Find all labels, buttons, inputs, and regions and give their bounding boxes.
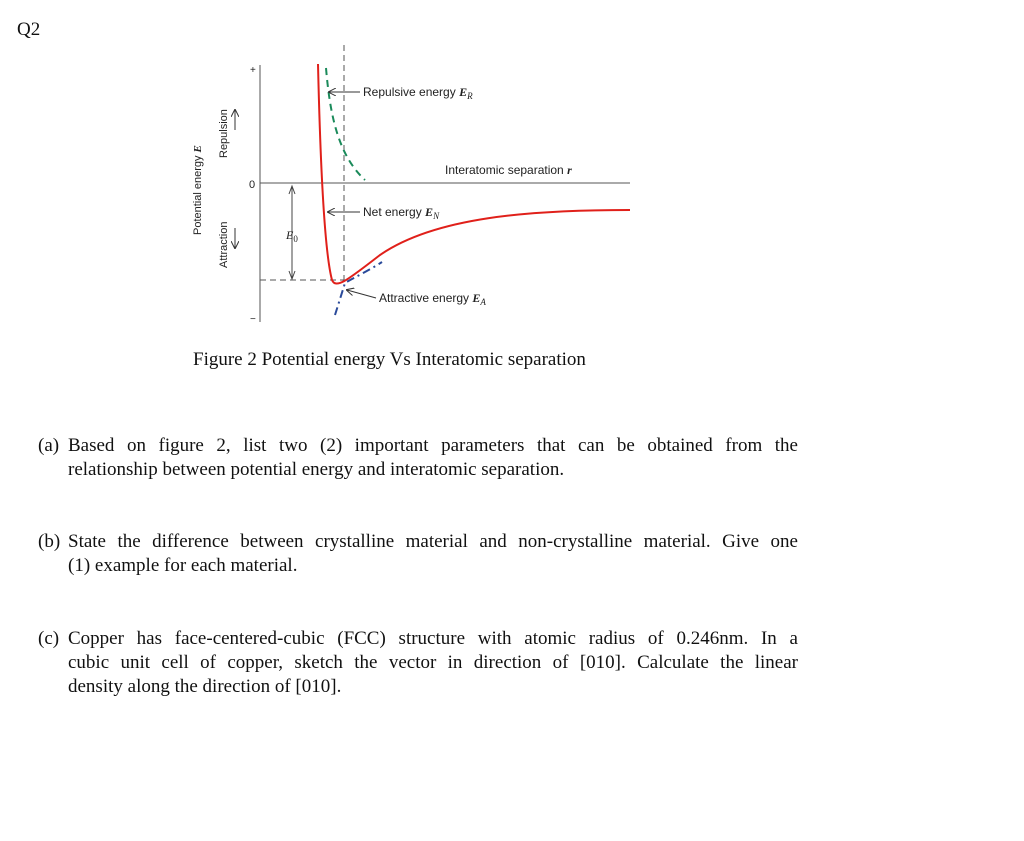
question-b-line2: (1) example for each material. — [68, 555, 298, 576]
question-c — [38, 627, 798, 699]
repulsive-energy-label: Repulsive energy $E_R$ — [363, 85, 473, 101]
question-c-mark: (c) — [38, 628, 60, 649]
zero-label: 0 — [249, 179, 256, 191]
question-a-line2: relationship between potential energy and interatomic separation. — [68, 459, 565, 480]
attractive-energy-label: Attractive energy $E_A$ — [379, 291, 486, 307]
question-a-line1: Based on figure 2, list two (2) important parameters that can be obtained from the — [68, 435, 798, 456]
plus-label: + — [250, 65, 256, 76]
net-energy-label: Net energy $E_N$ — [363, 205, 440, 221]
question-c-line1: Copper has face-centered-cubic (FCC) structure with atomic radius of 0.246nm. In a — [68, 628, 798, 649]
potential-energy-axis-label: Potential energy E — [192, 145, 204, 235]
question-c-line3: density along the direction of [010]. — [68, 676, 342, 697]
repulsion-label: Repulsion — [218, 109, 230, 158]
question-a-mark: (a) — [38, 435, 60, 456]
attractive-pointer — [347, 290, 376, 298]
potential-energy-graph — [180, 40, 650, 340]
attractive-energy-curve — [335, 262, 382, 315]
question-c-line2: cubic unit cell of copper, sketch the vector in direction of [010]. Calculate the linear — [68, 652, 798, 673]
minus-label: − — [250, 314, 256, 325]
question-a — [38, 434, 798, 482]
question-b-line1: State the difference between crystalline material and non-crystalline material. Give one — [68, 531, 798, 552]
separation-label: Interatomic separation r — [445, 163, 572, 177]
repulsive-energy-curve — [326, 68, 365, 180]
question-b-mark: (b) — [38, 531, 61, 552]
potential-energy-figure — [180, 40, 650, 340]
e0-label: $E_0$ — [286, 228, 298, 244]
question-label: Q2 — [17, 19, 41, 40]
attraction-label: Attraction — [218, 221, 230, 268]
question-b — [38, 530, 798, 578]
figure-caption: Figure 2 Potential energy Vs Interatomic separation — [193, 349, 586, 370]
